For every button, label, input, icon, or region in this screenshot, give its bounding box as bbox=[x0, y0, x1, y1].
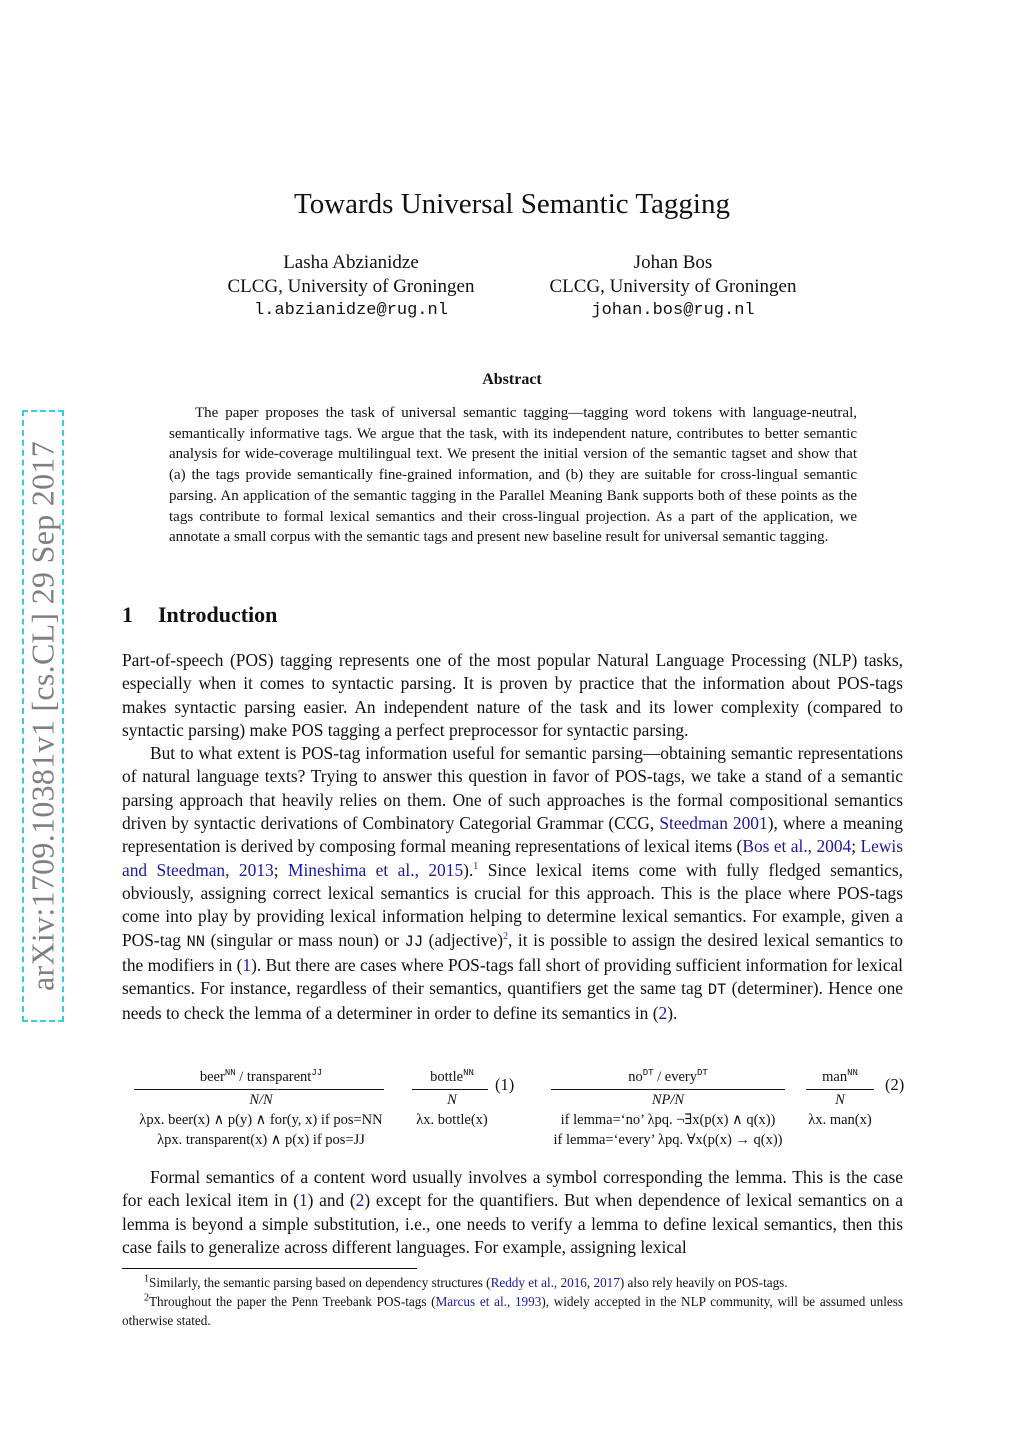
pos-tag: DT bbox=[707, 981, 727, 1000]
lexical-semantics: λx. man(x) bbox=[808, 1112, 872, 1128]
lexical-semantics: λpx. transparent(x) ∧ p(x) if pos=JJ bbox=[157, 1132, 365, 1148]
author-affiliation: CLCG, University of Groningen bbox=[227, 276, 475, 297]
ccg-category: N bbox=[835, 1092, 845, 1108]
section-number: 1 bbox=[122, 602, 133, 627]
pos-tag: JJ bbox=[404, 932, 424, 951]
footnotes bbox=[122, 1268, 903, 1330]
lexical-words: bottle$^{NN}$ bbox=[430, 1068, 474, 1085]
author-email[interactable]: l.abzianidze@rug.nl bbox=[254, 301, 448, 320]
lexical-words: beer$^{NN}$ / transparent$^{JJ}$ bbox=[199, 1068, 323, 1085]
citation-link[interactable]: Steedman 2001 bbox=[659, 813, 768, 834]
author-block-2 bbox=[513, 251, 833, 323]
section-heading bbox=[122, 602, 277, 628]
abstract-text: The paper proposes the task of universal semantic tagging—tagging word tokens with language-neutral, semantically informative tags. We argue that the task, with its independent nature, contributes to better semantic analysis for wide-coverage multilingual text. We present the initial version of the semantic tagset and show that (a) the tags provide semantically fine-grained information, and (b) they are suitable for cross-lingual semantic parsing. An application of the semantic tagging in the Parallel Meaning Bank supports both of these points as the tags contribute to formal lexical semantics and their cross-lingual projection. As a part of the application, we annotate a small corpus with the semantic tags and present new baseline result for universal semantic tagging. bbox=[169, 405, 857, 546]
abstract-heading: Abstract bbox=[482, 371, 542, 388]
example-1-lexical-entry-noun bbox=[406, 1067, 498, 1130]
footnote-1: $^1$Similarly, the semantic parsing based on dependency structures (Reddy et al., 2016, 2017) also rely heavily on POS-tags. bbox=[144, 1273, 788, 1290]
example-2-lexical-entry-noun bbox=[798, 1067, 882, 1130]
footnote-divider bbox=[122, 1268, 417, 1269]
author-block-1 bbox=[191, 251, 511, 323]
lexical-semantics: if lemma=‘every’ λpq. ∀x(p(x) → q(x)) bbox=[553, 1132, 783, 1148]
section-title: Introduction bbox=[158, 602, 278, 627]
lexical-semantics: if lemma=‘no’ λpq. ¬∃x(p(x) ∧ q(x)) bbox=[560, 1112, 776, 1128]
example-ref[interactable]: 2 bbox=[355, 1190, 365, 1211]
ccg-category: N/N bbox=[249, 1092, 273, 1108]
example-ref[interactable]: 1 bbox=[298, 1190, 308, 1211]
paragraph-1: Part-of-speech (POS) tagging represents one of the most popular Natural Language Processing (NLP) tasks, especially when it comes to syntactic parsing. It is proven by practice that the information about POS-tags makes syntactic parsing easier. An independent nature of the task and its lower complexity (compared to syntactic parsing) make POS tagging a perfect preprocessor for syntactic parsing. bbox=[122, 650, 903, 740]
author-name: Johan Bos bbox=[633, 252, 713, 273]
citation-link[interactable]: 2017 bbox=[593, 1275, 620, 1290]
lexical-semantics: λx. bottle(x) bbox=[416, 1112, 488, 1128]
paragraph-2: But to what extent is POS-tag information useful for semantic parsing—obtaining semantic representations of natural language texts? Trying to answer this question in favor of POS-tags, we take a stand of a semantic parsing approach that heavily relies on them. One of such approaches is the formal compositional semantics driven by syntactic derivations of Combinatory Categorial Grammar (CCG, Steedman 2001), where a meaning representation is derived by composing formal meaning representations of lexical items (Bos et al., 2004; Lewis and Steedman, 2013; Mineshima et al., 2015).$^1$ Since lexical items come with fully fledged semantics, obviously, assigning correct lexical semantics is crucial for this approach. This is the place where POS-tags come into play by providing lexical information helping to determine lexical semantics. For example, given a POS-tag NN (singular or mass noun) or JJ (adjective)$^2$, it is possible to assign the desired lexical semantics to the modifiers in (1). But there are cases where POS-tags fall short of providing sufficient information for lexical semantics. For instance, regardless of their semantics, quantifiers get the same tag DT (determiner). Hence one needs to check the lemma of a determiner in order to define its semantics in (2). bbox=[122, 743, 904, 1024]
arxiv-stamp: arXiv:1709.10381v1 [cs.CL] 29 Sep 2017 bbox=[24, 441, 61, 992]
example-number-1: (1) bbox=[495, 1075, 515, 1094]
footnote-ref-2[interactable]: 2 bbox=[503, 930, 509, 942]
footnote-list bbox=[122, 1273, 903, 1330]
example-number-2: (2) bbox=[885, 1075, 905, 1094]
ccg-category: N bbox=[447, 1092, 457, 1108]
paragraph-3: Formal semantics of a content word usually involves a symbol corresponding the lemma. This is the case for each lexical item in (1) and (2) except for the quantifiers. But when dependence of lexical semantics on a lemma is beyond a simple substitution, i.e., one needs to verify a lemma to define lexical semantics, then this case fails to generalize across different languages. For example, assigning lexical bbox=[122, 1167, 903, 1257]
example-ref[interactable]: 2 bbox=[658, 1003, 668, 1024]
citation-link[interactable]: Reddy et al., 2016 bbox=[490, 1275, 587, 1290]
example-ref[interactable]: 1 bbox=[242, 954, 252, 975]
footnote-ref-1[interactable]: 1 bbox=[473, 860, 479, 872]
pos-tag: NN bbox=[186, 932, 206, 951]
author-affiliation: CLCG, University of Groningen bbox=[549, 276, 797, 297]
footnote-2: $^2$Throughout the paper the Penn Treebank POS-tags (Marcus et al., 1993), widely accepted in the NLP community, will be assumed unless otherwise stated. bbox=[122, 1292, 903, 1328]
post-example-body bbox=[122, 1166, 903, 1259]
citation-link[interactable]: Marcus et al., 1993 bbox=[435, 1294, 542, 1309]
intro-body bbox=[122, 649, 903, 1026]
example-2-lexical-entry-determiner bbox=[533, 1067, 803, 1150]
citation-link[interactable]: Lewis and Steedman, 2013 bbox=[122, 836, 903, 880]
author-email[interactable]: johan.bos@rug.nl bbox=[591, 301, 755, 320]
lexical-semantics: λpx. beer(x) ∧ p(y) ∧ for(y, x) if pos=NN bbox=[139, 1112, 383, 1128]
paper-title: Towards Universal Semantic Tagging bbox=[294, 188, 730, 220]
lexical-words: man$^{NN}$ bbox=[822, 1068, 858, 1085]
ccg-category: NP/N bbox=[651, 1092, 685, 1108]
citation-link[interactable]: Bos et al., 2004 bbox=[742, 836, 852, 857]
lexical-words: $no^{DT}$ / every$^{DT}$ bbox=[628, 1068, 708, 1085]
example-1-lexical-entry-modifier bbox=[116, 1067, 406, 1150]
author-name: Lasha Abzianidze bbox=[283, 252, 419, 273]
citation-link[interactable]: Mineshima et al., 2015 bbox=[287, 859, 464, 880]
